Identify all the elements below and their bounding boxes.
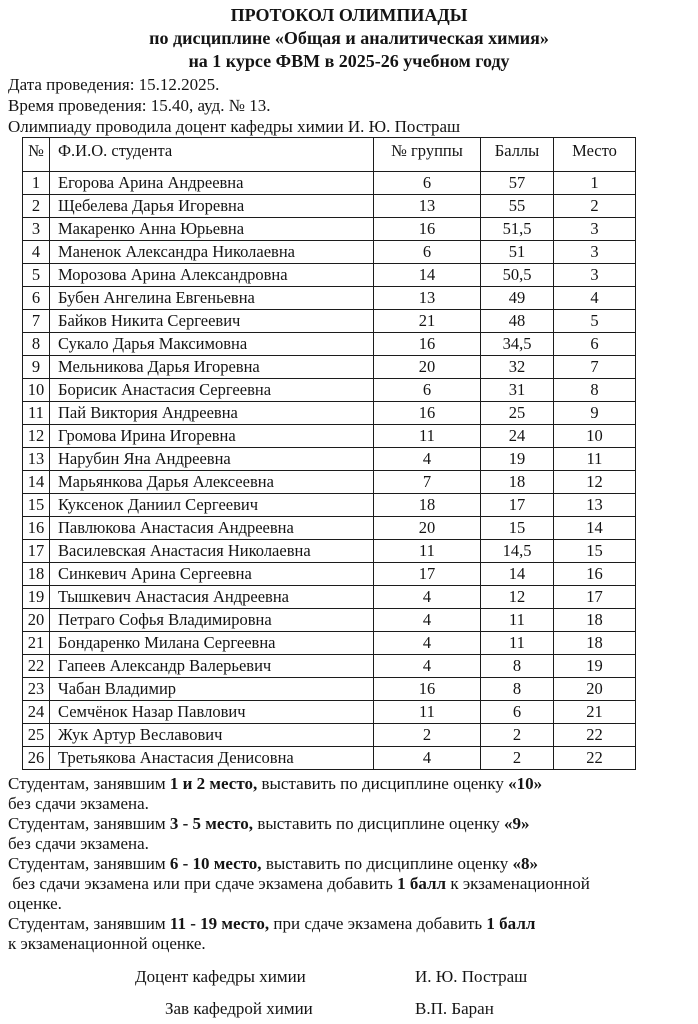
note-text: Студентам, занявшим <box>8 854 170 873</box>
cell-number: 7 <box>23 310 50 333</box>
cell-number: 23 <box>23 678 50 701</box>
cell-place: 19 <box>554 655 636 678</box>
cell-score: 14,5 <box>481 540 554 563</box>
cell-place: 21 <box>554 701 636 724</box>
cell-number: 20 <box>23 609 50 632</box>
info-date: Дата проведения: 15.12.2025. <box>8 75 220 94</box>
note-text: Студентам, занявшим <box>8 914 170 933</box>
cell-place: 3 <box>554 241 636 264</box>
note-paragraph <box>8 814 694 854</box>
cell-group: 17 <box>374 563 481 586</box>
table-row <box>23 195 636 218</box>
cell-number: 22 <box>23 655 50 678</box>
note-text-bold: «10» <box>508 774 543 793</box>
cell-number: 10 <box>23 379 50 402</box>
note-text-bold: 1 и 2 место, <box>169 774 258 793</box>
cell-number: 13 <box>23 448 50 471</box>
cell-number: 11 <box>23 402 50 425</box>
signature-name: И. Ю. Постраш <box>415 967 528 986</box>
note-text: выставить по дисциплине оценку <box>253 814 504 833</box>
cell-score: 17 <box>481 494 554 517</box>
cell-score: 2 <box>481 747 554 770</box>
cell-number: 6 <box>23 287 50 310</box>
cell-number: 24 <box>23 701 50 724</box>
cell-group: 13 <box>374 287 481 310</box>
cell-student-name: Щебелева Дарья Игоревна <box>50 195 374 218</box>
cell-group: 18 <box>374 494 481 517</box>
cell-group: 4 <box>374 609 481 632</box>
cell-number: 17 <box>23 540 50 563</box>
cell-score: 6 <box>481 701 554 724</box>
notes-section <box>0 774 698 954</box>
cell-group: 4 <box>374 586 481 609</box>
note-paragraph <box>8 854 694 914</box>
cell-student-name: Морозова Арина Александровна <box>50 264 374 287</box>
title-line-1: ПРОТОКОЛ ОЛИМПИАДЫ <box>230 5 468 25</box>
cell-group: 16 <box>374 218 481 241</box>
cell-place: 18 <box>554 632 636 655</box>
note-text-bold: 3 - 5 место, <box>169 814 254 833</box>
cell-number: 14 <box>23 471 50 494</box>
table-row <box>23 264 636 287</box>
signature-role: Доцент кафедры химии <box>135 967 306 986</box>
cell-student-name: Синкевич Арина Сергеевна <box>50 563 374 586</box>
cell-score: 19 <box>481 448 554 471</box>
header-place: Место <box>554 138 636 172</box>
cell-group: 4 <box>374 448 481 471</box>
cell-score: 50,5 <box>481 264 554 287</box>
table-row <box>23 655 636 678</box>
cell-student-name: Третьякова Анастасия Денисовна <box>50 747 374 770</box>
cell-number: 5 <box>23 264 50 287</box>
cell-group: 6 <box>374 172 481 195</box>
cell-score: 57 <box>481 172 554 195</box>
header-number: № <box>23 138 50 172</box>
table-row <box>23 517 636 540</box>
table-row <box>23 425 636 448</box>
signature-line-docent <box>0 967 698 988</box>
cell-place: 20 <box>554 678 636 701</box>
cell-place: 1 <box>554 172 636 195</box>
cell-student-name: Бубен Ангелина Евгеньевна <box>50 287 374 310</box>
cell-place: 8 <box>554 379 636 402</box>
header-student-name: Ф.И.О. студента <box>50 138 374 172</box>
cell-student-name: Василевская Анастасия Николаевна <box>50 540 374 563</box>
cell-group: 6 <box>374 241 481 264</box>
cell-number: 18 <box>23 563 50 586</box>
title-line-3: на 1 курсе ФВМ в 2025-26 учебном году <box>188 51 510 71</box>
cell-number: 9 <box>23 356 50 379</box>
cell-place: 13 <box>554 494 636 517</box>
cell-place: 17 <box>554 586 636 609</box>
cell-student-name: Егорова Арина Андреевна <box>50 172 374 195</box>
note-text-bold: 6 - 10 место, <box>169 854 262 873</box>
cell-number: 2 <box>23 195 50 218</box>
table-row <box>23 448 636 471</box>
cell-group: 21 <box>374 310 481 333</box>
table-row <box>23 402 636 425</box>
note-text: без сдачи экзамена. <box>8 834 149 853</box>
cell-group: 13 <box>374 195 481 218</box>
signature-line-head <box>0 999 698 1020</box>
table-row <box>23 356 636 379</box>
cell-group: 2 <box>374 724 481 747</box>
note-paragraph <box>8 914 694 954</box>
cell-group: 11 <box>374 701 481 724</box>
cell-student-name: Мельникова Дарья Игоревна <box>50 356 374 379</box>
cell-place: 9 <box>554 402 636 425</box>
cell-student-name: Тышкевич Анастасия Андреевна <box>50 586 374 609</box>
cell-score: 49 <box>481 287 554 310</box>
table-row <box>23 632 636 655</box>
cell-place: 2 <box>554 195 636 218</box>
table-row <box>23 724 636 747</box>
signatures-section <box>0 967 698 1020</box>
cell-place: 3 <box>554 218 636 241</box>
cell-student-name: Пай Виктория Андреевна <box>50 402 374 425</box>
table-row <box>23 701 636 724</box>
cell-group: 4 <box>374 632 481 655</box>
note-text: выставить по дисциплине оценку <box>261 854 513 873</box>
header-score: Баллы <box>481 138 554 172</box>
cell-group: 4 <box>374 655 481 678</box>
cell-group: 16 <box>374 333 481 356</box>
cell-group: 7 <box>374 471 481 494</box>
cell-student-name: Громова Ирина Игоревна <box>50 425 374 448</box>
note-text-bold: «9» <box>503 814 530 833</box>
cell-place: 10 <box>554 425 636 448</box>
cell-place: 11 <box>554 448 636 471</box>
cell-number: 8 <box>23 333 50 356</box>
note-text: Студентам, занявшим <box>8 774 170 793</box>
note-text: без сдачи экзамена. <box>8 794 149 813</box>
cell-student-name: Гапеев Александр Валерьевич <box>50 655 374 678</box>
cell-place: 15 <box>554 540 636 563</box>
signature-role: Зав кафедрой химии <box>165 999 313 1018</box>
table-row <box>23 379 636 402</box>
note-text-bold: 11 - 19 место, <box>169 914 270 933</box>
note-text: к экзаменационной оценке. <box>8 934 206 953</box>
cell-group: 16 <box>374 678 481 701</box>
cell-score: 11 <box>481 609 554 632</box>
table-row <box>23 563 636 586</box>
cell-student-name: Марьянкова Дарья Алексеевна <box>50 471 374 494</box>
cell-score: 51 <box>481 241 554 264</box>
cell-group: 11 <box>374 540 481 563</box>
cell-group: 20 <box>374 356 481 379</box>
table-header-row <box>23 138 636 172</box>
note-text: Студентам, занявшим <box>8 814 170 833</box>
cell-score: 51,5 <box>481 218 554 241</box>
cell-student-name: Куксенок Даниил Сергеевич <box>50 494 374 517</box>
results-table <box>22 137 636 770</box>
cell-group: 6 <box>374 379 481 402</box>
document-title <box>0 0 698 73</box>
cell-student-name: Байков Никита Сергеевич <box>50 310 374 333</box>
header-group: № группы <box>374 138 481 172</box>
note-text-bold: 1 балл <box>486 914 536 933</box>
note-paragraph <box>8 774 694 814</box>
cell-score: 55 <box>481 195 554 218</box>
cell-place: 18 <box>554 609 636 632</box>
title-line-2: по дисциплине «Общая и аналитическая химия» <box>149 28 549 48</box>
cell-place: 4 <box>554 287 636 310</box>
table-row <box>23 586 636 609</box>
table-row <box>23 747 636 770</box>
cell-place: 12 <box>554 471 636 494</box>
table-row <box>23 241 636 264</box>
cell-place: 5 <box>554 310 636 333</box>
cell-student-name: Павлюкова Анастасия Андреевна <box>50 517 374 540</box>
cell-score: 14 <box>481 563 554 586</box>
cell-number: 4 <box>23 241 50 264</box>
cell-group: 4 <box>374 747 481 770</box>
cell-number: 25 <box>23 724 50 747</box>
signature-name: В.П. Баран <box>415 999 494 1018</box>
cell-student-name: Маненок Александра Николаевна <box>50 241 374 264</box>
table-row <box>23 333 636 356</box>
cell-score: 18 <box>481 471 554 494</box>
cell-number: 3 <box>23 218 50 241</box>
note-text: выставить по дисциплине оценку <box>257 774 509 793</box>
cell-score: 8 <box>481 678 554 701</box>
info-conductor: Олимпиаду проводила доцент кафедры химии И. Ю. Постраш <box>8 117 461 136</box>
cell-score: 32 <box>481 356 554 379</box>
cell-number: 26 <box>23 747 50 770</box>
cell-group: 20 <box>374 517 481 540</box>
table-row <box>23 494 636 517</box>
table-row <box>23 609 636 632</box>
note-text-bold: «8» <box>512 854 538 873</box>
cell-score: 31 <box>481 379 554 402</box>
document-info <box>0 73 698 137</box>
table-row <box>23 310 636 333</box>
cell-score: 34,5 <box>481 333 554 356</box>
cell-student-name: Чабан Владимир <box>50 678 374 701</box>
cell-place: 7 <box>554 356 636 379</box>
table-row <box>23 172 636 195</box>
cell-score: 12 <box>481 586 554 609</box>
cell-place: 22 <box>554 724 636 747</box>
cell-student-name: Борисик Анастасия Сергеевна <box>50 379 374 402</box>
table-row <box>23 540 636 563</box>
cell-score: 25 <box>481 402 554 425</box>
table-row <box>23 287 636 310</box>
cell-student-name: Нарубин Яна Андреевна <box>50 448 374 471</box>
cell-student-name: Сукало Дарья Максимовна <box>50 333 374 356</box>
cell-number: 16 <box>23 517 50 540</box>
cell-student-name: Бондаренко Милана Сергеевна <box>50 632 374 655</box>
cell-score: 2 <box>481 724 554 747</box>
cell-number: 21 <box>23 632 50 655</box>
cell-place: 6 <box>554 333 636 356</box>
note-text: без сдачи экзамена или при сдаче экзамена добавить <box>8 874 398 893</box>
note-text: оценке. <box>8 894 62 913</box>
cell-place: 16 <box>554 563 636 586</box>
table-row <box>23 471 636 494</box>
cell-score: 15 <box>481 517 554 540</box>
cell-student-name: Петраго Софья Владимировна <box>50 609 374 632</box>
cell-number: 1 <box>23 172 50 195</box>
cell-student-name: Семчёнок Назар Павлович <box>50 701 374 724</box>
cell-number: 15 <box>23 494 50 517</box>
cell-group: 14 <box>374 264 481 287</box>
cell-place: 3 <box>554 264 636 287</box>
note-text: к экзаменационной <box>446 874 590 893</box>
cell-score: 8 <box>481 655 554 678</box>
cell-group: 16 <box>374 402 481 425</box>
note-text: при сдаче экзамена добавить <box>269 914 487 933</box>
cell-score: 24 <box>481 425 554 448</box>
cell-score: 48 <box>481 310 554 333</box>
table-row <box>23 218 636 241</box>
cell-student-name: Макаренко Анна Юрьевна <box>50 218 374 241</box>
note-text-bold: 1 балл <box>397 874 447 893</box>
cell-score: 11 <box>481 632 554 655</box>
cell-number: 12 <box>23 425 50 448</box>
cell-student-name: Жук Артур Веславович <box>50 724 374 747</box>
cell-place: 22 <box>554 747 636 770</box>
info-time: Время проведения: 15.40, ауд. № 13. <box>8 96 271 115</box>
cell-place: 14 <box>554 517 636 540</box>
table-row <box>23 678 636 701</box>
cell-number: 19 <box>23 586 50 609</box>
cell-group: 11 <box>374 425 481 448</box>
